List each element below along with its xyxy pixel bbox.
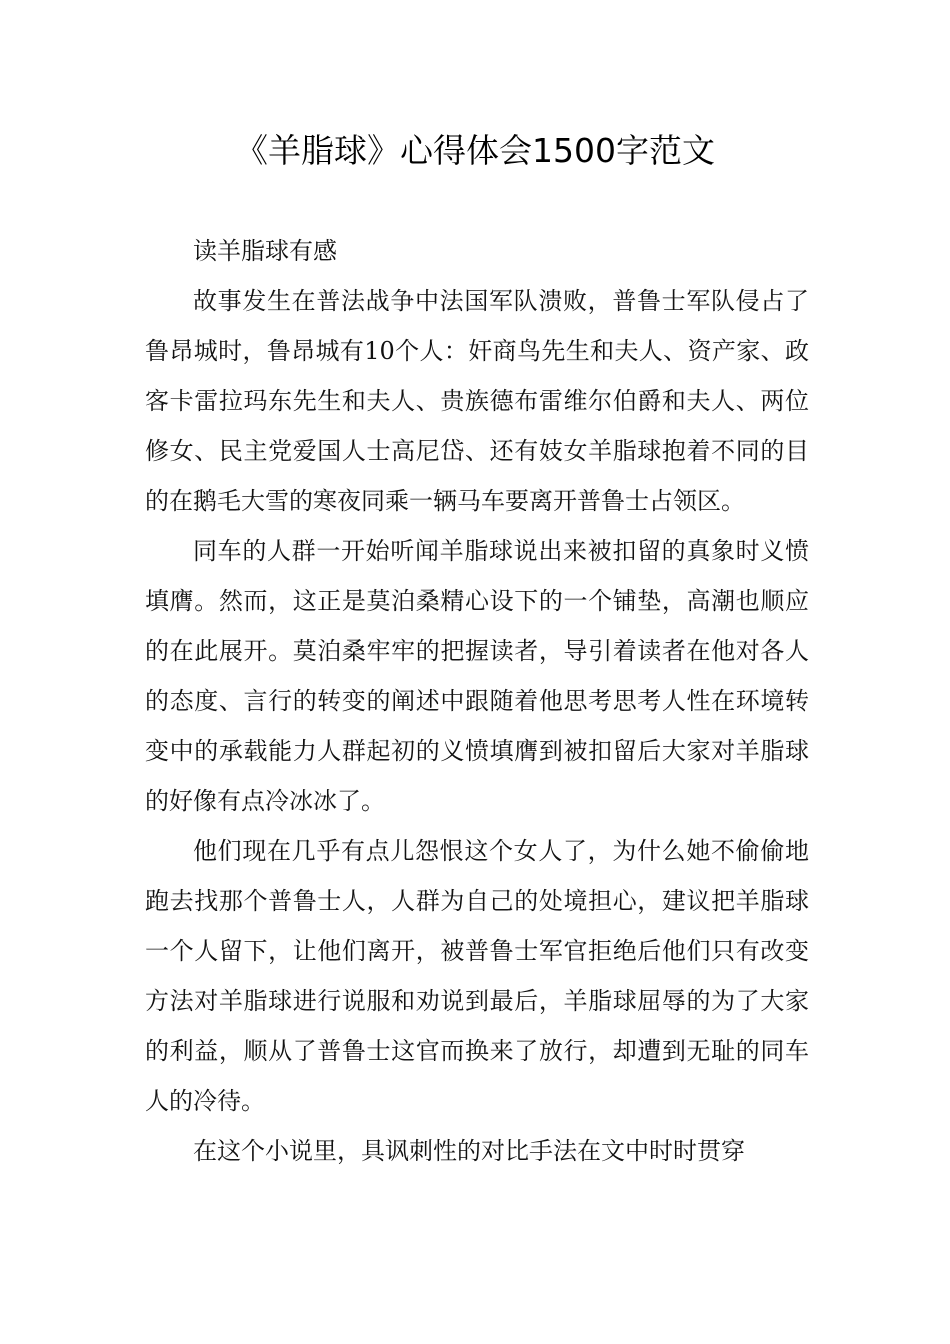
paragraph: 同车的人群一开始听闻羊脂球说出来被扣留的真象时义愤填膺。然而，这正是莫泊桑精心设下的一个铺垫，高潮也顺应的在此展开。莫泊桑牢牢的把握读者，导引着读者在他对各人的态度、言行的转变的阐述中跟随着他思考思考人性在环境转变中的承载能力人群起初的义愤填膺到被扣留后大家对羊脂球的好像有点冷冰冰了。	[145, 537, 809, 815]
document-title: 《羊脂球》心得体会1500字范文	[235, 131, 715, 170]
paragraph-subtitle: 读羊脂球有感	[193, 237, 337, 265]
document-body	[145, 226, 809, 1176]
paragraph: 他们现在几乎有点儿怨恨这个女人了，为什么她不偷偷地跑去找那个普鲁士人，人群为自己的处境担心，建议把羊脂球一个人留下，让他们离开，被普鲁士军官拒绝后他们只有改变方法对羊脂球进行说服和劝说到最后，羊脂球屈辱的为了大家的利益，顺从了普鲁士这官而换来了放行，却遭到无耻的同车人的冷待。	[145, 837, 809, 1115]
paragraph: 在这个小说里，具讽刺性的对比手法在文中时时贯穿	[193, 1137, 745, 1165]
paragraph: 故事发生在普法战争中法国军队溃败，普鲁士军队侵占了鲁昂城时，鲁昂城有10个人：奸商鸟先生和夫人、资产家、政客卡雷拉玛东先生和夫人、贵族德布雷维尔伯爵和夫人、两位修女、民主党爱国人士高尼岱、还有妓女羊脂球抱着不同的目的在鹅毛大雪的寒夜同乘一辆马车要离开普鲁士占领区。	[145, 287, 809, 515]
